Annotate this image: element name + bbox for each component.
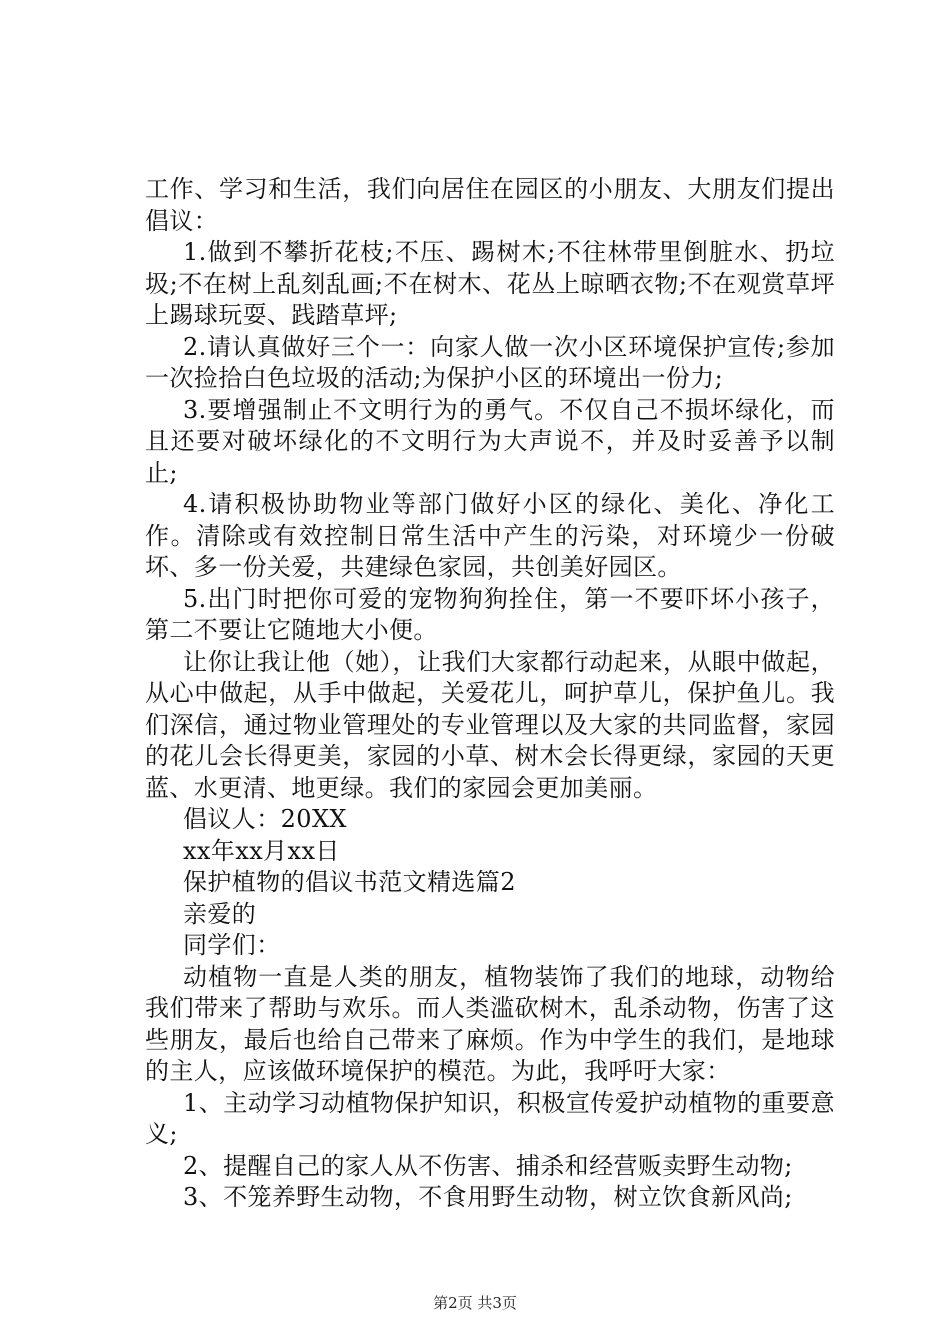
proposal-item-2: 2.请认真做好三个一：向家人做一次小区环境保护宣传;参加一次捡拾白色垃圾的活动;为保护小区的环境出一份力;	[145, 332, 835, 392]
section2-intro-paragraph: 动植物一直是人类的朋友，植物装饰了我们的地球，动物给我们带来了帮助与欢乐。而人类滥砍树木，乱杀动物，伤害了这些朋友，最后也给自己带来了麻烦。作为中学生的我们，是地球的主人，应该做环境保护的模范。为此，我呼吁大家：	[145, 962, 835, 1085]
proposal-item-5: 5.出门时把你可爱的宠物狗狗拴住，第一不要吓坏小孩子，第二不要让它随地大小便。	[145, 584, 835, 644]
section-title: 保护植物的倡议书范文精选篇2	[183, 868, 516, 896]
salutation-line-2: 同学们：	[183, 931, 281, 959]
closing-paragraph: 让你让我让他（她），让我们大家都行动起来，从眼中做起，从心中做起，从手中做起，关爱花儿，呵护草儿，保护鱼儿。我们深信，通过物业管理处的专业管理以及大家的共同监督，家园的花儿会长得更美，家园的小草、树木会长得更绿，家园的天更蓝、水更清、地更绿。我们的家园会更加美丽。	[145, 647, 835, 802]
proposal-item-4: 4.请积极协助物业等部门做好小区的绿化、美化、净化工作。清除或有效控制日常生活中产生的污染，对环境少一份破坏、多一份关爱，共建绿色家园，共创美好园区。	[145, 490, 835, 581]
signer-line: 倡议人：20XX	[183, 805, 347, 833]
intro-paragraph: 工作、学习和生活，我们向居住在园区的小朋友、大朋友们提出倡议：	[145, 175, 835, 235]
section2-item-3: 3、不笼养野生动物，不食用野生动物，树立饮食新风尚;	[183, 1183, 793, 1211]
document-body	[145, 174, 835, 1214]
page-footer: 第2页 共3页	[433, 1294, 517, 1312]
section2-item-1: 1、主动学习动植物保护知识，积极宣传爱护动植物的重要意义;	[145, 1088, 835, 1148]
section2-item-2: 2、提醒自己的家人从不伤害、捕杀和经营贩卖野生动物;	[183, 1151, 793, 1180]
proposal-item-3: 3.要增强制止不文明行为的勇气。不仅自己不损坏绿化，而且还要对破坏绿化的不文明行为大声说不，并及时妥善予以制止;	[145, 395, 835, 487]
date-line: xx年xx月xx日	[183, 836, 340, 865]
proposal-item-1: 1.做到不攀折花枝;不压、踢树木;不往林带里倒脏水、扔垃圾;不在树上乱刻乱画;不在树木、花丛上晾晒衣物;不在观赏草坪上踢球玩耍、践踏草坪;	[145, 238, 835, 329]
salutation-line-1: 亲爱的	[183, 899, 257, 928]
